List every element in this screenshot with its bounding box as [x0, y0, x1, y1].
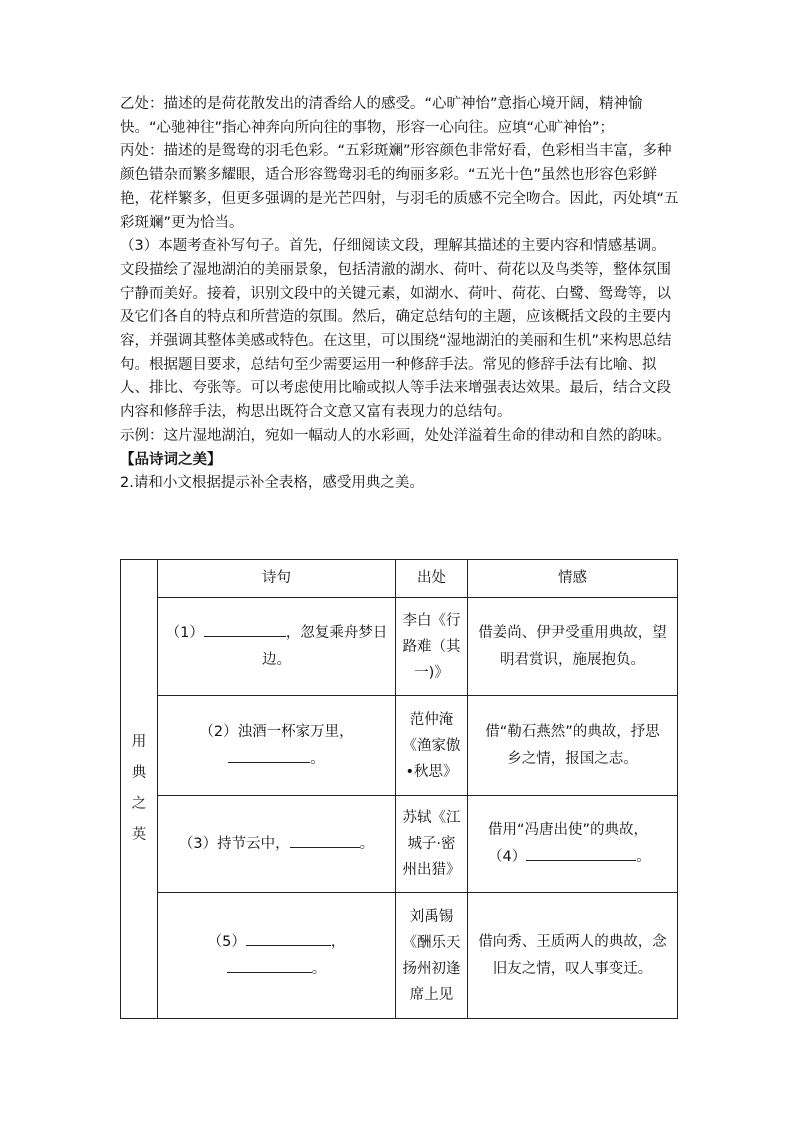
- paragraph-part3: （3）本题考查补写句子。首先，仔细阅读文段，理解其描述的主要内容和情感基调。文段描绘了湿地湖泊的美丽景象，包括清澈的湖水、荷叶、荷花以及鸟类等，整体氛围宁静而美好。接着，识别文段中的关键元素，如湖水、荷叶、荷花、白鹭、鸳鸯等，以及它们各自的特点和所营造的氛围。然后，确定总结句的主题，应该概括文段的主要内容，并强调其整体美感或特色。在这里，可以围绕“湿地湖泊的美丽和生机”来构思总结句。根据题目要求，总结句至少需要运用一种修辞手法。常见的修辞手法有比喻、拟人、排比、夸张等。可以考虑使用比喻或拟人等手法来增强表达效果。最后，结合文段内容和修辞手法，构思出既符合文意又富有表现力的总结句。: [120, 238, 672, 421]
- source-cell: [396, 696, 468, 796]
- source-cell: [396, 893, 468, 1019]
- source-text: •秋思》: [405, 763, 458, 780]
- source-text: 《酬乐天: [402, 934, 461, 951]
- source-text: 扬州初逢: [402, 960, 461, 977]
- verse-text: 。: [359, 835, 375, 852]
- verse-text: 。: [310, 750, 325, 767]
- fill-blank-1[interactable]: [204, 621, 286, 637]
- side-char: 用: [131, 734, 147, 750]
- verse-cell: [158, 893, 396, 1019]
- question-text: 2.请和小文根据提示补全表格，感受用典之美。: [120, 475, 424, 492]
- emotion-text: 乡之情，报国之志。: [507, 750, 638, 767]
- source-text: 一)》: [414, 664, 449, 681]
- verse-text: （3）持节云中，: [178, 835, 290, 852]
- verse-cell: [158, 598, 396, 696]
- emotion-text: 明君赏识，施展抱负。: [500, 651, 645, 668]
- side-char: 之: [131, 796, 147, 812]
- emotion-cell: [468, 893, 678, 1019]
- source-text: 城子·密: [407, 836, 456, 852]
- verse-text: ，忽复乘舟梦日: [285, 624, 388, 641]
- table-row: [121, 696, 678, 796]
- source-text: 刘禹锡: [409, 908, 454, 925]
- answer-text-block: [120, 93, 680, 496]
- fill-blank-4[interactable]: [526, 845, 636, 861]
- paragraph-example: 示例：这片湿地湖泊，宛如一幅动人的水彩画，处处洋溢着生命的律动和自然的韵味。: [120, 427, 671, 444]
- verse-text: （2）浊酒一杯家万里，: [199, 723, 354, 740]
- fill-blank-5b[interactable]: [227, 957, 312, 973]
- source-cell: [396, 796, 468, 893]
- table-header-row: [121, 560, 678, 598]
- verse-cell: [158, 796, 396, 893]
- table-row: [121, 598, 678, 696]
- fill-blank-2[interactable]: [228, 747, 310, 763]
- header-source: 出处: [396, 560, 468, 598]
- source-text: 李白《行: [402, 612, 461, 629]
- side-char: 英: [131, 827, 147, 843]
- emotion-text: 。: [636, 849, 651, 865]
- header-verse: 诗句: [158, 560, 396, 598]
- verse-cell: [158, 696, 396, 796]
- emotion-text: 借向秀、王质两人的典故，念: [478, 933, 667, 950]
- source-text: 州出猎》: [402, 862, 461, 878]
- table-row: [121, 796, 678, 893]
- table-row: [121, 893, 678, 1019]
- fill-blank-3[interactable]: [290, 832, 360, 848]
- verse-text: ，: [330, 933, 346, 950]
- emotion-text: 借用“冯唐出使”的典故，: [488, 822, 649, 838]
- side-char: 典: [131, 765, 147, 781]
- paragraph-bing: 丙处：描述的是鸳鸯的羽毛色彩。“五彩斑斓”形容颜色非常好看，色彩相当丰富，多种颜色错杂而繁多耀眼，适合形容鸳鸯羽毛的绚丽多彩。“五光十色”虽然也形容色彩鲜艳，花样繁多，但更多强调的是光芒四射，与羽毛的质感不完全吻合。因此，丙处填“五彩斑斓”更为恰当。: [120, 143, 679, 231]
- emotion-text: 借姜尚、伊尹受重用典故，望: [478, 624, 667, 641]
- emotion-text: 借“勒石燕然”的典故，抒思: [485, 723, 660, 740]
- source-cell: [396, 598, 468, 696]
- side-label-cell: [121, 560, 158, 1019]
- section-heading: 【品诗词之美】: [120, 451, 222, 468]
- source-text: 苏轼《江: [402, 810, 461, 826]
- source-text: 范仲淹: [409, 711, 454, 728]
- source-text: 《渔家傲: [402, 737, 461, 754]
- verse-text: （5）: [207, 933, 246, 950]
- source-text: 席上见: [409, 986, 454, 1003]
- header-emotion: 情感: [468, 560, 678, 598]
- emotion-text: （4）: [488, 849, 527, 865]
- verse-text: 边。: [262, 651, 291, 668]
- paragraph-yi: 乙处：描述的是荷花散发出的清香给人的感受。“心旷神怡”意指心境开阔，精神愉快。“心驰神往”指心神奔向所向往的事物，形容一心向往。应填“心旷神怡”；: [120, 96, 643, 136]
- emotion-cell: [468, 696, 678, 796]
- verse-text: （1）: [165, 624, 204, 641]
- emotion-text: 旧友之情，叹人事变迁。: [492, 960, 653, 977]
- verse-text: 。: [311, 960, 327, 977]
- fill-blank-5a[interactable]: [246, 930, 331, 946]
- emotion-cell: [468, 796, 678, 893]
- source-text: 路难（其: [402, 638, 461, 655]
- emotion-cell: [468, 598, 678, 696]
- allusion-table: [120, 559, 678, 1019]
